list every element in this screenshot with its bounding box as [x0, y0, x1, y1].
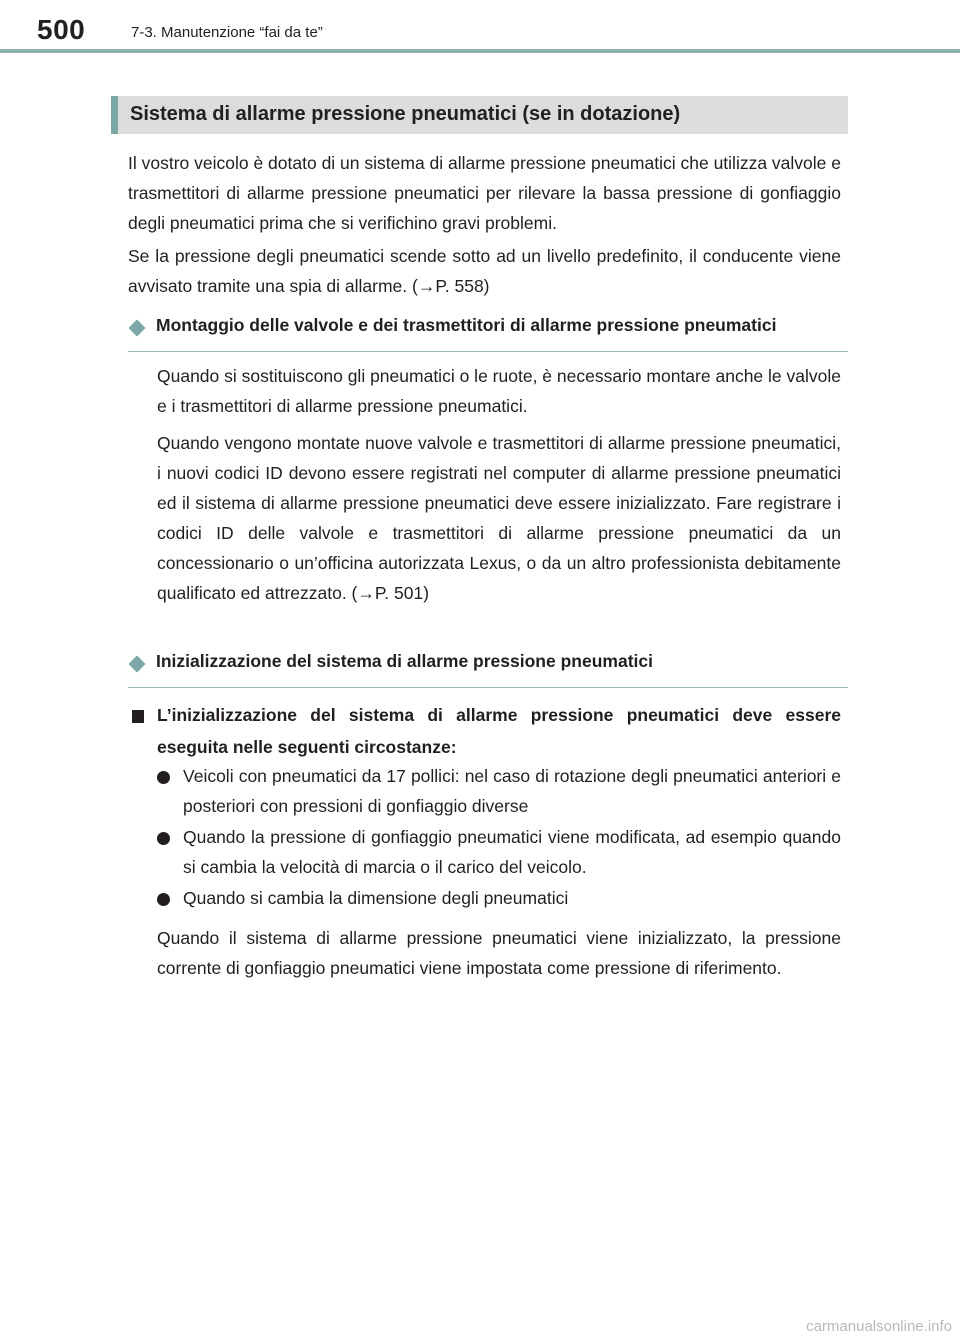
- section-title: Sistema di allarme pressione pneumatici (se in dotazione): [130, 103, 681, 125]
- section-heading: [111, 96, 848, 134]
- circle-bullet-icon: [157, 832, 170, 845]
- circle-bullet-icon: [157, 771, 170, 784]
- intro-paragraph: Se la pressione degli pneumatici scende sotto ad un livello predefinito, il conducente viene avvisato tramite una spia di allarme. (→P. 558): [128, 246, 841, 296]
- subsection-title: Montaggio delle valvole e dei trasmettitori di allarme pressione pneumatici: [156, 315, 777, 335]
- body-paragraph: Quando si sostituiscono gli pneumatici o le ruote, è necessario montare anche le valvole e i trasmettitori di allarme pressione pneumatici.: [157, 366, 841, 416]
- subsection-title: Inizializzazione del sistema di allarme pressione pneumatici: [156, 651, 653, 671]
- subsection-heading-inizializzazione: [128, 647, 848, 688]
- bold-lead-paragraph: L’inizializzazione del sistema di allarme pressione pneumatici deve essere eseguita nelle seguenti circostanze:: [157, 705, 841, 757]
- intro-paragraph: Il vostro veicolo è dotato di un sistema di allarme pressione pneumatici che utilizza valvole e trasmettitori di allarme pressione pneumatici per rilevare la bassa pressione di gonfiaggio degli pneumatici prima che si verifichino gravi problemi.: [128, 153, 841, 233]
- list-item-text: Quando si cambia la dimensione degli pneumatici: [183, 888, 569, 908]
- subsection-heading-montaggio: [128, 311, 848, 352]
- header-divider: [0, 49, 960, 53]
- list-item-text: Quando la pressione di gonfiaggio pneumatici viene modificata, ad esempio quando si cambia la velocità di marcia o il carico del veicolo.: [183, 827, 841, 877]
- page-header: [0, 0, 960, 80]
- watermark: carmanualsonline.info: [806, 1318, 952, 1335]
- page-number: 500: [37, 14, 86, 45]
- diamond-bullet-icon: [129, 656, 146, 673]
- list-item-text: Veicoli con pneumatici da 17 pollici: nel caso di rotazione degli pneumatici anteriori e posteriori con pressioni di gonfiaggio diverse: [183, 766, 841, 816]
- list-item: [157, 883, 841, 913]
- diamond-bullet-icon: [129, 320, 146, 337]
- list-item: [157, 822, 841, 882]
- body-paragraph: Quando vengono montate nuove valvole e trasmettitori di allarme pressione pneumatici, i nuovi codici ID devono essere registrati nel computer di allarme pressione pneumatici ed il sistema di allarme pressione pneumatici deve essere inizializzato. Fare registrare i codici ID delle valvole e trasmettitori di allarme pressione pneumatici da un concessionario o un’officina autorizzata Lexus, o da un altro professionista debitamente qualificato ed attrezzato. (→P. 501): [157, 433, 841, 603]
- list-item: [157, 761, 841, 821]
- chapter-title: 7-3. Manutenzione “fai da te”: [131, 24, 323, 41]
- square-bullet-icon: [132, 710, 144, 723]
- circle-bullet-icon: [157, 893, 170, 906]
- closing-paragraph: Quando il sistema di allarme pressione pneumatici viene inizializzato, la pressione corrente di gonfiaggio pneumatici viene impostata come pressione di riferimento.: [157, 928, 841, 978]
